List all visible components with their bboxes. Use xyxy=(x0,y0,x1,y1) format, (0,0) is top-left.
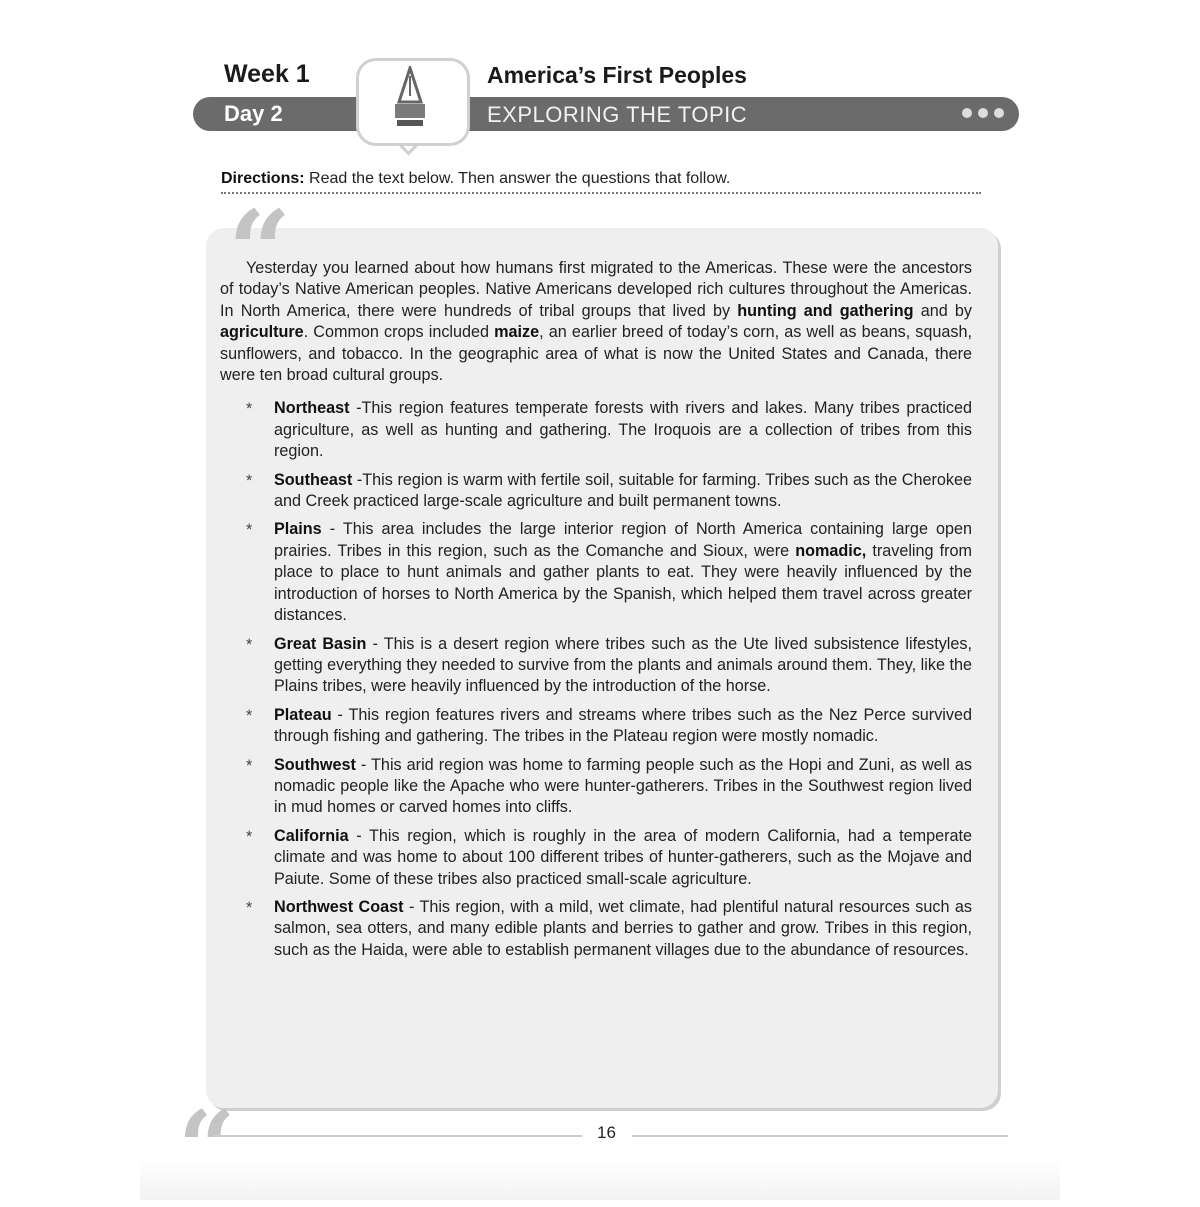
region-list xyxy=(220,398,972,961)
region-text: - This region, which is roughly in the area of modern California, had a temperate climate and was home to about 100 different tribes of hunter-gatherers, such as the Mojave and Paiute. Some of these tribes also practiced small-scale agriculture. xyxy=(274,826,972,888)
intro-paragraph xyxy=(220,258,972,386)
region-item-northeast xyxy=(220,398,972,462)
region-text: traveling from place to place to hunt animals and gather plants to eat. They were heavily influenced by the introduction of horses to North America by the Spanish, which helped them travel across greater distances. xyxy=(274,541,972,625)
week-label: Week 1 xyxy=(224,60,310,88)
dots-decoration xyxy=(962,108,1004,118)
footer-line-left xyxy=(212,1135,582,1137)
bold-term: nomadic, xyxy=(795,541,867,560)
region-term: California xyxy=(274,826,349,845)
day-label: Day 2 xyxy=(224,101,283,126)
region-text: - This region, with a mild, wet climate, had plentiful natural resources such as salmon, sea otters, and many edible plants and berries to gather and grow. Tribes in this region, such as the Haida, were able to establish permanent villages due to the abundance of resources. xyxy=(274,897,972,959)
region-item-northwest-coast xyxy=(220,897,972,961)
region-term: Northeast xyxy=(274,399,350,418)
region-text: -This region is warm with fertile soil, suitable for farming. Tribes such as the Cherokee and Creek practiced large-scale agriculture and built permanent towns. xyxy=(274,470,972,511)
reading-passage xyxy=(220,258,972,968)
directions-label: Directions: xyxy=(221,170,305,187)
footer-line-right xyxy=(632,1135,1008,1137)
region-item-plains xyxy=(220,519,972,626)
bold-term: agriculture xyxy=(220,323,304,342)
region-text: - This arid region was home to farming people such as the Hopi and Zuni, as well as nomadic people like the Apache who were hunter-gatherers. Tribes in the Southwest region lived in mud homes or carved homes into cliffs. xyxy=(274,755,972,817)
page-title: America’s First Peoples xyxy=(487,62,747,88)
region-item-southwest xyxy=(220,755,972,819)
region-term: Plains xyxy=(274,520,322,539)
region-text: - This area includes the large interior region of North America containing large open prairies. Tribes in this region, such as the Comanche and Sioux, were xyxy=(274,520,972,560)
page-number: 16 xyxy=(597,1123,616,1142)
region-term: Northwest Coast xyxy=(274,897,404,916)
region-term: Southwest xyxy=(274,755,356,774)
text: Yesterday you learned about how humans first migrated to the Americas. These were the ancestors of today’s Native American peoples. Native Americans developed rich cultures throughout the Americas. In North America, there were hundreds of tribal groups that lived by xyxy=(220,259,972,320)
region-term: Great Basin xyxy=(274,634,367,653)
region-text: -This region features temperate forests with rivers and lakes. Many tribes practiced agriculture, as well as hunting and gathering. The Iroquois are a collection of tribes from this region. xyxy=(274,399,972,461)
bold-term: maize xyxy=(494,323,540,342)
dotted-divider xyxy=(221,192,981,194)
region-text: - This is a desert region where tribes such as the Ute lived subsistence lifestyles, getting everything they needed to survive from the plants and animals around them. They, like the Plains tribes, were heavily influenced by the introduction of the horse. xyxy=(274,634,972,696)
region-term: Plateau xyxy=(274,705,332,724)
page-bottom-shadow xyxy=(140,1160,1060,1200)
region-item-great-basin xyxy=(220,634,972,698)
text: and by xyxy=(913,301,972,320)
pen-nib-icon xyxy=(383,66,437,132)
bold-term: hunting and gathering xyxy=(737,301,914,320)
region-text: - This region features rivers and streams where tribes such as the Nez Perce survived through fishing and gathering. The tribes in the Plateau region were mostly nomadic. xyxy=(274,705,972,746)
text: , an earlier breed of today’s corn, as well as beans, squash, sunflowers, and tobacco. In the geographic area of what is now the United States and Canada, there were ten broad cultural groups. xyxy=(220,323,973,385)
region-item-plateau xyxy=(220,705,972,748)
region-term: Southeast xyxy=(274,470,353,489)
close-quote-icon: “ xyxy=(178,1089,236,1207)
text: . Common crops included xyxy=(303,323,495,342)
directions xyxy=(221,170,730,188)
region-item-california xyxy=(220,826,972,890)
region-item-southeast xyxy=(220,470,972,513)
open-quote-icon: “ xyxy=(228,186,292,315)
directions-text: Read the text below. Then answer the questions that follow. xyxy=(304,170,731,187)
section-label: EXPLORING THE TOPIC xyxy=(487,102,748,127)
